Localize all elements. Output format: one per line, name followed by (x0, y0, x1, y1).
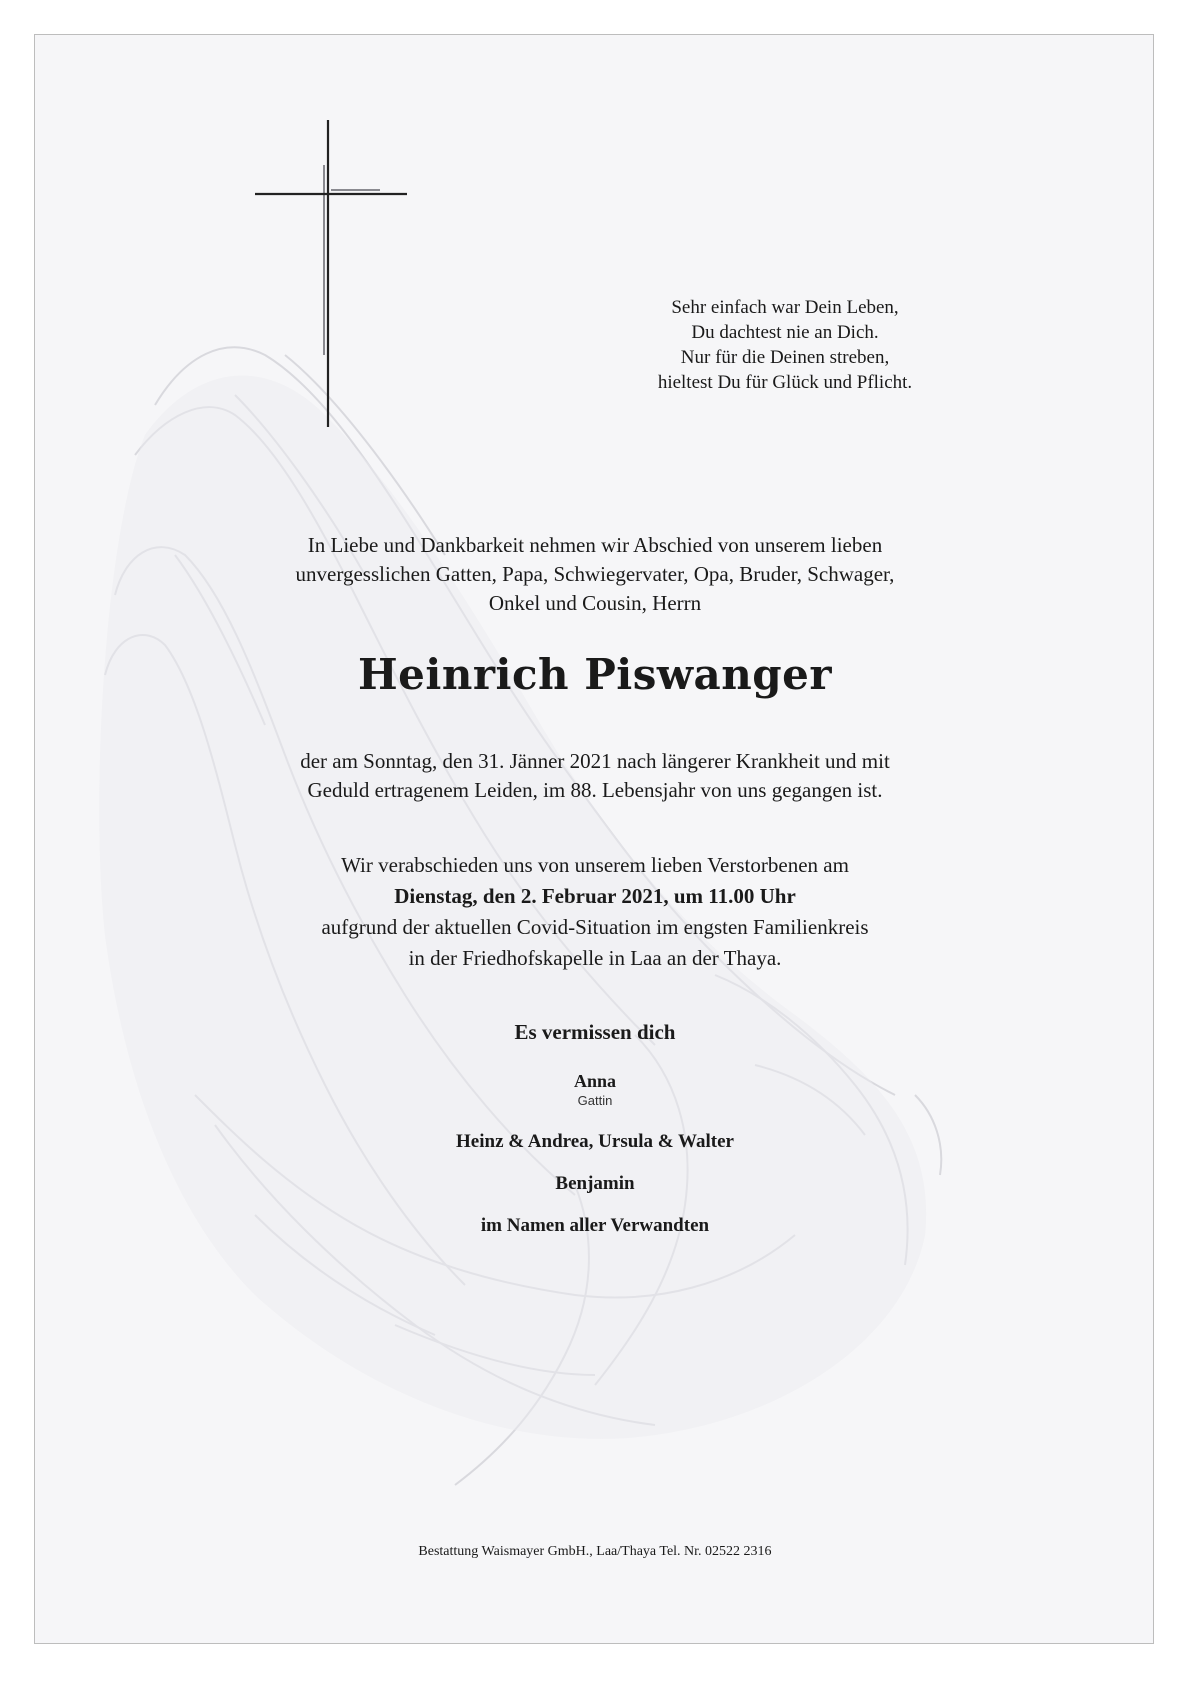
intro-line: Onkel und Cousin, Herrn (488, 591, 702, 615)
death-notice-line: Geduld ertragenem Leiden, im 88. Lebensjahr von uns gegangen ist. (307, 778, 883, 802)
funeral-details (175, 850, 1015, 974)
mourners-heading: Es vermissen dich (514, 1020, 676, 1044)
children-names: Heinz & Andrea, Ursula & Walter (456, 1131, 734, 1152)
relatives-line: im Namen aller Verwandten (480, 1215, 710, 1236)
funeral-circumstance-line: aufgrund der aktuellen Covid-Situation im engsten Familienkreis (321, 915, 869, 939)
funeral-intro-line: Wir verabschieden uns von unserem lieben Verstorbenen am (341, 853, 849, 877)
poem-line: Sehr einfach war Dein Leben, (671, 297, 899, 318)
poem-line: hieltest Du für Glück und Pflicht. (657, 372, 913, 393)
death-notice-line: der am Sonntag, den 31. Jänner 2021 nach längerer Krankheit und mit (300, 749, 890, 773)
spouse-role: Gattin (577, 1093, 613, 1108)
funeral-home-footer: Bestattung Waismayer GmbH., Laa/Thaya Tel. Nr. 02522 2316 (418, 1544, 772, 1559)
intro-line: unvergesslichen Gatten, Papa, Schwiegervater, Opa, Bruder, Schwager, (295, 562, 895, 586)
obituary-sheet (34, 34, 1154, 1644)
death-notice (175, 747, 1015, 805)
farewell-intro (175, 531, 1015, 618)
intro-line: In Liebe und Dankbarkeit nehmen wir Abschied von unserem lieben (307, 533, 883, 557)
deceased-name: Heinrich Piswanger (357, 650, 832, 699)
spouse-name: Anna (573, 1071, 617, 1091)
funeral-location-line: in der Friedhofskapelle in Laa an der Thaya. (408, 946, 782, 970)
poem-line: Du dachtest nie an Dich. (691, 322, 879, 343)
funeral-date: Dienstag, den 2. Februar 2021, um 11.00 Uhr (394, 884, 796, 908)
mourners-list (175, 1017, 1015, 1239)
poem (595, 295, 975, 395)
grandchild-name: Benjamin (555, 1173, 635, 1194)
poem-line: Nur für die Deinen streben, (680, 347, 890, 368)
